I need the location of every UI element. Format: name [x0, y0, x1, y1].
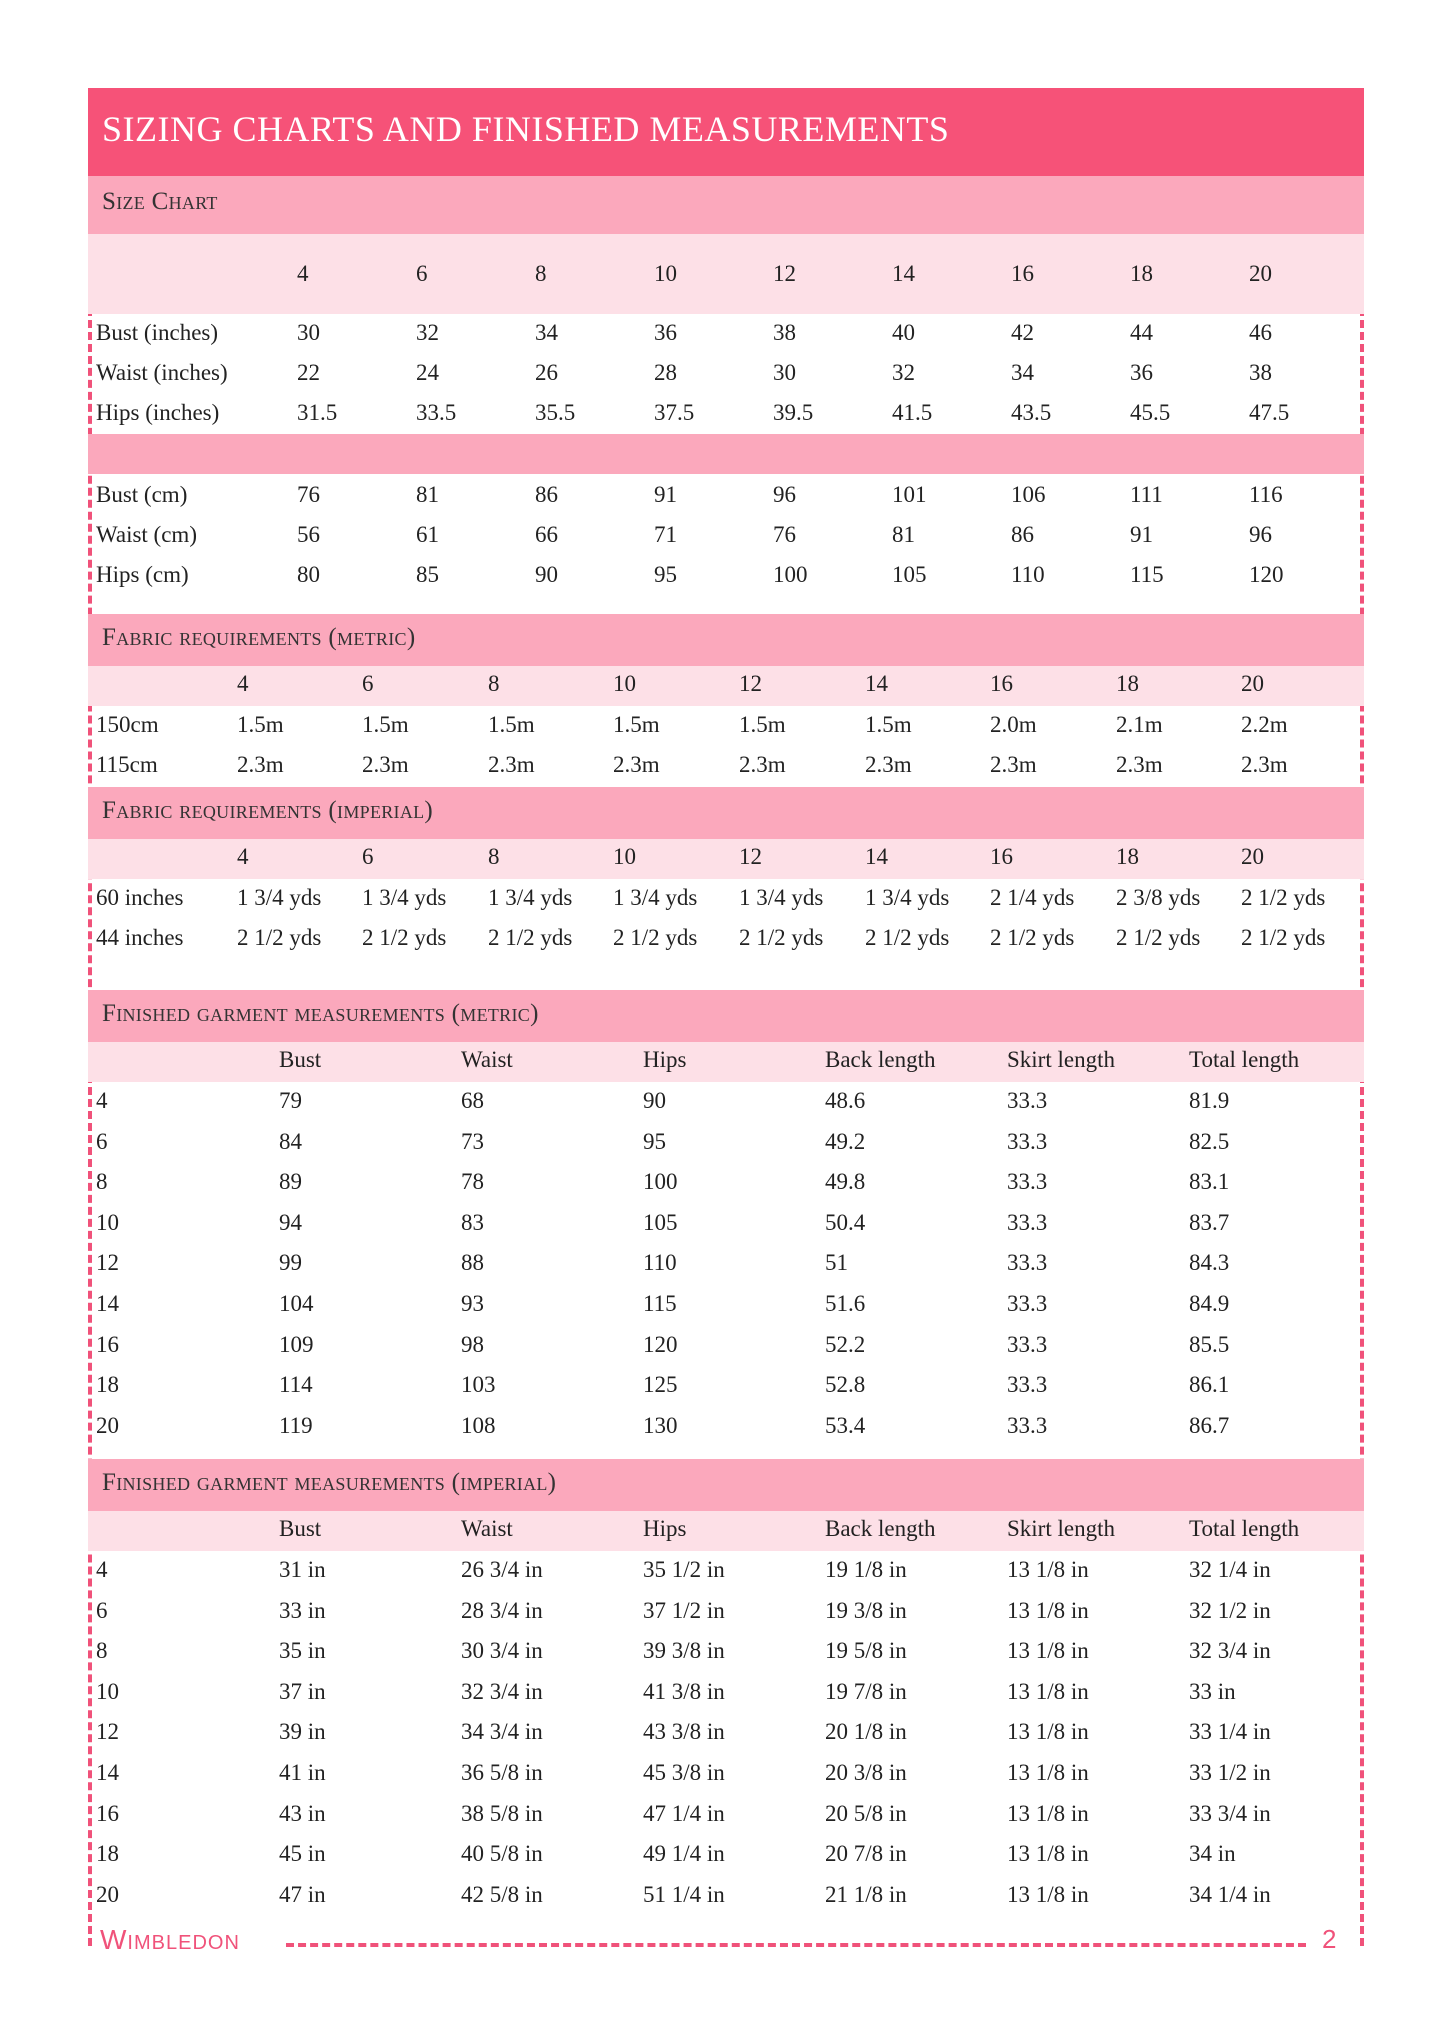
table-cell: 33 in [279, 1597, 326, 1623]
size-chart-heading: Size Chart [102, 188, 218, 215]
table-cell: 1.5m [488, 712, 535, 737]
size-header-cell: 18 [1130, 261, 1153, 286]
table-cell: 120 [643, 1331, 678, 1357]
table-cell: 2.0m [990, 712, 1037, 737]
fabric-imperial-header-row [88, 839, 1364, 879]
footer-page-number: 2 [1322, 1924, 1337, 1954]
table-cell: 103 [461, 1372, 496, 1398]
table-cell: 20 5/8 in [825, 1800, 907, 1826]
table-cell: 44 [1130, 320, 1153, 345]
table-cell: 19 5/8 in [825, 1638, 907, 1664]
table-cell: 50.4 [825, 1209, 866, 1235]
table-cell: 21 1/8 in [825, 1881, 907, 1907]
table-cell: 13 1/8 in [1007, 1597, 1089, 1623]
table-cell: 1 3/4 yds [613, 885, 698, 910]
table-cell: 51 [825, 1250, 848, 1276]
table-cell: 13 1/8 in [1007, 1678, 1089, 1704]
row-label: Waist (cm) [96, 522, 197, 547]
table-cell: 1.5m [237, 712, 284, 737]
table-cell: 31 in [279, 1557, 326, 1582]
table-cell: 84.3 [1189, 1250, 1230, 1276]
table-cell: 98 [461, 1331, 484, 1357]
table-cell: 2 1/2 yds [488, 925, 573, 950]
table-cell: 106 [1011, 482, 1046, 507]
table-cell: 20 7/8 in [825, 1841, 907, 1867]
table-cell: 61 [416, 522, 439, 547]
table-cell: 46 [1249, 320, 1272, 345]
table-cell: 1.5m [739, 712, 786, 737]
table-cell: 33.3 [1007, 1250, 1048, 1276]
table-cell: 36 5/8 in [461, 1760, 543, 1785]
table-cell: 33.3 [1007, 1291, 1048, 1316]
table-cell: 83 [461, 1209, 484, 1235]
table-cell: 47 1/4 in [643, 1800, 725, 1826]
table-cell: 2 1/2 yds [362, 925, 447, 950]
table-cell: 1.5m [362, 712, 409, 737]
table-cell: 37 in [279, 1678, 326, 1704]
size-header-cell: 20 [1241, 844, 1264, 869]
table-cell: 71 [654, 522, 677, 547]
size-chart-separator [88, 434, 1364, 474]
title-bar [88, 88, 1364, 176]
table-cell: 2 3/8 yds [1116, 885, 1201, 910]
table-cell: 49 1/4 in [643, 1841, 725, 1867]
table-cell: 53.4 [825, 1412, 866, 1438]
garment-metric-heading-bar [88, 990, 1364, 1042]
table-cell: 34 1/4 in [1189, 1881, 1271, 1907]
table-cell: 32 1/2 in [1189, 1597, 1271, 1623]
size-header-cell: 10 [613, 844, 636, 869]
table-cell: 96 [773, 482, 796, 507]
table-cell: 22 [297, 360, 320, 385]
table-cell: 28 [654, 360, 677, 385]
table-cell: 85 [416, 562, 439, 587]
table-cell: 33 1/2 in [1189, 1760, 1271, 1785]
table-cell: 33.3 [1007, 1169, 1048, 1195]
table-cell: 115 [643, 1291, 677, 1316]
table-cell: 47.5 [1249, 400, 1290, 425]
size-header-cell: 14 [865, 844, 888, 869]
table-cell: 2 1/2 yds [1241, 885, 1326, 910]
table-cell: 13 1/8 in [1007, 1719, 1089, 1745]
table-cell: 68 [461, 1088, 484, 1113]
table-cell: 99 [279, 1250, 302, 1276]
row-label: 10 [96, 1209, 119, 1235]
table-cell: 101 [892, 482, 927, 507]
table-cell: 125 [643, 1372, 678, 1398]
table-cell: 49.2 [825, 1128, 866, 1154]
table-cell: 33.5 [416, 400, 457, 425]
table-cell: 82.5 [1189, 1128, 1230, 1154]
table-cell: 90 [535, 562, 558, 587]
table-cell: 2 1/2 yds [237, 925, 322, 950]
size-header-cell: 4 [237, 844, 249, 869]
table-cell: 94 [279, 1209, 302, 1235]
table-cell: 37 1/2 in [643, 1597, 725, 1623]
size-header-cell: 16 [990, 671, 1013, 696]
table-cell: 32 [892, 360, 915, 385]
table-cell: 83.7 [1189, 1209, 1230, 1235]
fabric-imperial-heading-bar [88, 787, 1364, 839]
table-cell: 30 [773, 360, 796, 385]
size-header-cell: 14 [892, 261, 915, 286]
column-header: Total length [1189, 1047, 1300, 1072]
table-cell: 35.5 [535, 400, 576, 425]
table-cell: 13 1/8 in [1007, 1638, 1089, 1664]
column-header: Back length [825, 1047, 936, 1072]
table-cell: 39 in [279, 1719, 326, 1745]
table-cell: 1 3/4 yds [362, 885, 447, 910]
frame-left-border [88, 308, 92, 1946]
row-label: 18 [96, 1841, 119, 1867]
row-label: Waist (inches) [96, 360, 228, 385]
table-cell: 32 3/4 in [1189, 1638, 1271, 1664]
size-chart-heading-bar [88, 176, 1364, 234]
table-cell: 36 [654, 320, 677, 345]
table-cell: 108 [461, 1412, 496, 1438]
table-cell: 1 3/4 yds [488, 885, 573, 910]
table-cell: 2 1/2 yds [865, 925, 950, 950]
table-cell: 38 [773, 320, 796, 345]
column-header: Total length [1189, 1516, 1300, 1541]
size-header-cell: 16 [990, 844, 1013, 869]
row-label: 6 [96, 1597, 108, 1623]
table-cell: 1 3/4 yds [865, 885, 950, 910]
fabric-metric-heading: Fabric requirements (metric) [102, 624, 416, 651]
table-cell: 114 [279, 1372, 313, 1398]
size-header-cell: 12 [739, 671, 762, 696]
table-cell: 81 [416, 482, 439, 507]
table-cell: 91 [654, 482, 677, 507]
row-label: 16 [96, 1800, 119, 1826]
table-cell: 39 3/8 in [643, 1638, 725, 1664]
row-label: 8 [96, 1638, 108, 1664]
table-cell: 42 [1011, 320, 1034, 345]
table-cell: 41.5 [892, 400, 933, 425]
table-cell: 33.3 [1007, 1331, 1048, 1357]
fabric-metric-heading-bar [88, 614, 1364, 666]
table-cell: 84.9 [1189, 1291, 1230, 1316]
table-cell: 111 [1130, 482, 1163, 507]
size-header-cell: 12 [773, 261, 796, 286]
table-cell: 37.5 [654, 400, 695, 425]
table-cell: 100 [773, 562, 808, 587]
table-cell: 83.1 [1189, 1169, 1230, 1195]
table-cell: 56 [297, 522, 320, 547]
row-label: 14 [96, 1291, 119, 1316]
table-cell: 26 3/4 in [461, 1557, 543, 1582]
table-cell: 38 [1249, 360, 1272, 385]
table-cell: 86.1 [1189, 1372, 1230, 1398]
garment-metric-heading: Finished garment measurements (metric) [102, 1000, 539, 1027]
table-cell: 84 [279, 1128, 302, 1154]
row-label: 20 [96, 1881, 119, 1907]
table-cell: 33.3 [1007, 1372, 1048, 1398]
table-cell: 52.2 [825, 1331, 866, 1357]
table-cell: 33.3 [1007, 1412, 1048, 1438]
table-cell: 43.5 [1011, 400, 1052, 425]
table-cell: 2.3m [362, 752, 409, 777]
column-header: Waist [461, 1516, 513, 1541]
table-cell: 2.3m [488, 752, 535, 777]
table-cell: 45 3/8 in [643, 1760, 725, 1785]
table-cell: 34 [1011, 360, 1034, 385]
table-cell: 95 [654, 562, 677, 587]
table-cell: 33.3 [1007, 1088, 1048, 1113]
table-cell: 2.3m [237, 752, 284, 777]
table-cell: 104 [279, 1291, 314, 1316]
table-cell: 91 [1130, 522, 1153, 547]
column-header: Bust [279, 1516, 322, 1541]
table-cell: 31.5 [297, 400, 338, 425]
table-cell: 39.5 [773, 400, 814, 425]
column-header: Back length [825, 1516, 936, 1541]
table-cell: 45 in [279, 1841, 326, 1867]
table-cell: 116 [1249, 482, 1283, 507]
table-cell: 45.5 [1130, 400, 1171, 425]
table-cell: 2.1m [1116, 712, 1163, 737]
table-cell: 26 [535, 360, 558, 385]
size-header-cell: 4 [297, 261, 309, 286]
table-cell: 13 1/8 in [1007, 1800, 1089, 1826]
size-header-cell: 10 [613, 671, 636, 696]
table-cell: 73 [461, 1128, 484, 1154]
table-cell: 33 3/4 in [1189, 1800, 1271, 1826]
table-cell: 19 3/8 in [825, 1597, 907, 1623]
table-cell: 40 5/8 in [461, 1841, 543, 1867]
column-header: Hips [643, 1516, 687, 1541]
table-cell: 33 1/4 in [1189, 1719, 1271, 1745]
table-cell: 81.9 [1189, 1088, 1230, 1113]
garment-imperial-heading: Finished garment measurements (imperial) [102, 1469, 557, 1496]
table-cell: 78 [461, 1169, 484, 1195]
table-cell: 33.3 [1007, 1128, 1048, 1154]
table-cell: 2 1/2 yds [1241, 925, 1326, 950]
table-cell: 85.5 [1189, 1331, 1230, 1357]
table-cell: 88 [461, 1250, 484, 1276]
table-cell: 51.6 [825, 1291, 866, 1316]
row-label: Bust (inches) [96, 320, 219, 345]
table-cell: 1 3/4 yds [739, 885, 824, 910]
table-cell: 1.5m [613, 712, 660, 737]
size-header-cell: 18 [1116, 671, 1139, 696]
table-cell: 43 in [279, 1800, 326, 1826]
size-header-cell: 16 [1011, 261, 1034, 286]
size-header-cell: 6 [362, 844, 374, 869]
table-cell: 28 3/4 in [461, 1597, 543, 1623]
size-header-cell: 8 [488, 844, 500, 869]
row-label: 60 inches [96, 885, 184, 910]
table-cell: 86 [1011, 522, 1034, 547]
table-cell: 105 [643, 1209, 678, 1235]
table-cell: 2 1/2 yds [739, 925, 824, 950]
size-chart-header-row [88, 234, 1364, 314]
column-header: Waist [461, 1047, 513, 1072]
table-cell: 30 3/4 in [461, 1638, 543, 1664]
table-cell: 76 [297, 482, 320, 507]
size-header-cell: 8 [535, 261, 547, 286]
fabric-metric-header-row [88, 666, 1364, 706]
column-header: Skirt length [1007, 1516, 1115, 1541]
table-cell: 110 [1011, 562, 1045, 587]
table-cell: 86 [535, 482, 558, 507]
row-label: 20 [96, 1412, 119, 1438]
table-cell: 79 [279, 1088, 302, 1113]
table-cell: 19 1/8 in [825, 1557, 907, 1582]
table-cell: 66 [535, 522, 558, 547]
column-header: Hips [643, 1047, 687, 1072]
table-cell: 120 [1249, 562, 1284, 587]
frame-right-border [1360, 308, 1364, 1946]
table-cell: 2 1/4 yds [990, 885, 1075, 910]
table-cell: 36 [1130, 360, 1153, 385]
row-label: 10 [96, 1678, 119, 1704]
table-cell: 115 [1130, 562, 1164, 587]
row-label: Bust (cm) [96, 482, 188, 507]
row-label: 44 inches [96, 925, 184, 950]
table-cell: 95 [643, 1128, 666, 1154]
row-label: 16 [96, 1331, 119, 1357]
row-label: 6 [96, 1128, 108, 1154]
table-cell: 30 [297, 320, 320, 345]
table-cell: 48.6 [825, 1088, 866, 1113]
table-cell: 47 in [279, 1881, 326, 1907]
table-cell: 96 [1249, 522, 1272, 547]
row-label: 12 [96, 1719, 119, 1745]
column-header: Skirt length [1007, 1047, 1115, 1072]
table-cell: 19 7/8 in [825, 1678, 907, 1704]
size-header-cell: 12 [739, 844, 762, 869]
table-cell: 13 1/8 in [1007, 1841, 1089, 1867]
table-cell: 35 1/2 in [643, 1557, 725, 1582]
table-cell: 90 [643, 1088, 666, 1113]
table-cell: 89 [279, 1169, 302, 1195]
row-label: 14 [96, 1760, 119, 1785]
table-cell: 34 3/4 in [461, 1719, 543, 1745]
table-cell: 109 [279, 1331, 314, 1357]
table-cell: 1.5m [865, 712, 912, 737]
row-label: 4 [96, 1557, 108, 1582]
table-cell: 43 3/8 in [643, 1719, 725, 1745]
table-cell: 32 1/4 in [1189, 1557, 1271, 1582]
table-cell: 2.2m [1241, 712, 1288, 737]
size-header-cell: 20 [1241, 671, 1264, 696]
table-cell: 2.3m [1241, 752, 1288, 777]
table-cell: 1 3/4 yds [237, 885, 322, 910]
table-cell: 2.3m [865, 752, 912, 777]
table-cell: 32 3/4 in [461, 1678, 543, 1704]
table-cell: 13 1/8 in [1007, 1760, 1089, 1785]
size-header-cell: 10 [654, 261, 677, 286]
table-cell: 81 [892, 522, 915, 547]
table-cell: 42 5/8 in [461, 1881, 543, 1907]
table-cell: 52.8 [825, 1372, 866, 1398]
table-cell: 100 [643, 1169, 678, 1195]
frame-bottom-border [286, 1943, 1306, 1947]
table-cell: 20 3/8 in [825, 1760, 907, 1785]
row-label: 115cm [96, 752, 158, 777]
table-cell: 13 1/8 in [1007, 1557, 1089, 1582]
table-cell: 86.7 [1189, 1412, 1230, 1438]
row-label: 4 [96, 1088, 108, 1113]
table-cell: 80 [297, 562, 320, 587]
size-header-cell: 4 [237, 671, 249, 696]
table-cell: 34 [535, 320, 558, 345]
fabric-imperial-heading: Fabric requirements (imperial) [102, 797, 434, 824]
size-header-cell: 18 [1116, 844, 1139, 869]
garment-imperial-heading-bar [88, 1459, 1364, 1511]
table-cell: 2.3m [613, 752, 660, 777]
footer-pattern-name: Wimbledon [100, 1924, 240, 1955]
table-cell: 2 1/2 yds [613, 925, 698, 950]
row-label: 18 [96, 1372, 119, 1398]
table-cell: 2 1/2 yds [990, 925, 1075, 950]
table-cell: 41 3/8 in [643, 1678, 725, 1704]
table-cell: 130 [643, 1412, 678, 1438]
table-cell: 34 in [1189, 1841, 1236, 1867]
size-header-cell: 20 [1249, 261, 1272, 286]
table-cell: 2.3m [739, 752, 786, 777]
table-cell: 51 1/4 in [643, 1881, 725, 1907]
size-header-cell: 6 [362, 671, 374, 696]
table-cell: 2 1/2 yds [1116, 925, 1201, 950]
table-cell: 2.3m [1116, 752, 1163, 777]
table-cell: 119 [279, 1412, 313, 1438]
table-cell: 110 [643, 1250, 677, 1276]
table-cell: 20 1/8 in [825, 1719, 907, 1745]
size-header-cell: 6 [416, 261, 428, 286]
table-cell: 93 [461, 1291, 484, 1316]
table-cell: 13 1/8 in [1007, 1881, 1089, 1907]
table-cell: 2.3m [990, 752, 1037, 777]
table-cell: 35 in [279, 1638, 326, 1664]
table-cell: 32 [416, 320, 439, 345]
row-label: Hips (inches) [96, 400, 220, 425]
table-cell: 33.3 [1007, 1209, 1048, 1235]
table-cell: 76 [773, 522, 796, 547]
table-cell: 41 in [279, 1760, 326, 1785]
row-label: 12 [96, 1250, 119, 1276]
table-cell: 105 [892, 562, 927, 587]
page-title: SIZING CHARTS AND FINISHED MEASUREMENTS [102, 109, 950, 149]
table-cell: 38 5/8 in [461, 1800, 543, 1826]
row-label: 8 [96, 1169, 108, 1195]
table-cell: 33 in [1189, 1678, 1236, 1704]
size-header-cell: 8 [488, 671, 500, 696]
table-cell: 49.8 [825, 1169, 866, 1195]
row-label: Hips (cm) [96, 562, 189, 587]
row-label: 150cm [96, 712, 159, 737]
table-cell: 40 [892, 320, 915, 345]
table-cell: 24 [416, 360, 439, 385]
column-header: Bust [279, 1047, 322, 1072]
size-header-cell: 14 [865, 671, 888, 696]
